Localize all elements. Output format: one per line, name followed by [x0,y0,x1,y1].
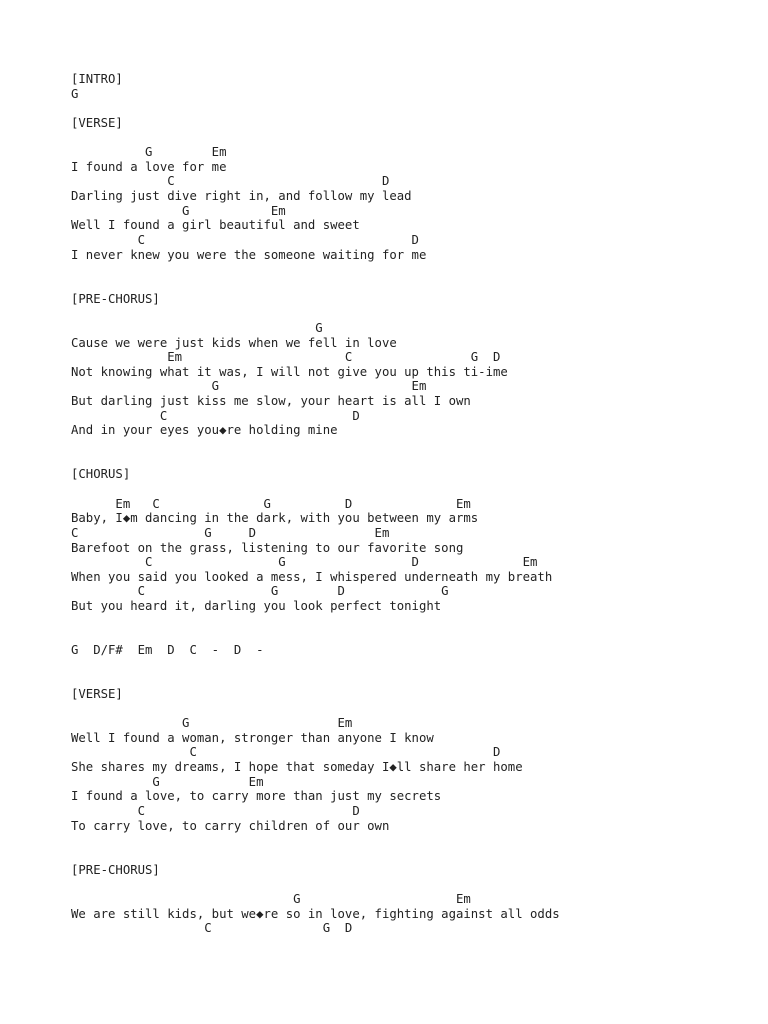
text-line: C D [71,804,360,819]
text-line: Darling just dive right in, and follow my lead [71,189,412,204]
text-line: I found a love for me [71,159,227,174]
text-line: But darling just kiss me slow, your heart is all I own [71,394,471,409]
text-line: [VERSE] [71,115,123,130]
text-line: Well I found a woman, stronger than anyone I know [71,730,434,745]
text-line [71,101,761,116]
text-line [71,482,761,497]
text-line: But you heard it, darling you look perfect tonight [71,599,442,614]
text-line: [CHORUS] [71,467,131,482]
text-line: G [71,320,323,335]
text-line: C G D Em [71,525,390,540]
text-line: Not knowing what it was, I will not give you up this ti-ime [71,364,508,379]
text-line: Em C G D [71,350,501,365]
text-line: G Em [71,379,427,394]
text-line: C G D G [71,584,449,599]
text-line: G Em [71,891,471,906]
text-line: G Em [71,145,227,160]
text-line: C D [71,408,360,423]
text-line [71,614,761,629]
text-line [71,131,761,146]
text-line [71,833,761,848]
text-line: G Em [71,716,353,731]
text-line: Cause we were just kids when we fell in love [71,335,397,350]
text-line: C D [71,745,501,760]
text-line: C D [71,233,419,248]
text-line: And in your eyes you◆re holding mine [71,423,338,438]
text-line [71,262,761,277]
text-line: [INTRO] [71,72,123,86]
text-line [71,848,761,863]
text-line: We are still kids, but we◆re so in love, fighting against all odds [71,906,560,921]
text-line: [PRE-CHORUS] [71,291,160,306]
text-line: Well I found a girl beautiful and sweet [71,218,360,233]
text-line: G Em [71,203,286,218]
text-line: Barefoot on the grass, listening to our favorite song [71,540,464,555]
text-line [71,672,761,687]
text-line [71,438,761,453]
text-line: G D/F# Em D C - D - [71,642,264,657]
text-line: C G D [71,921,353,936]
text-line: [PRE-CHORUS] [71,862,160,877]
text-line: [VERSE] [71,686,123,701]
text-line [71,453,761,468]
text-line [71,277,761,292]
text-line: Em C G D Em [71,496,471,511]
text-line: G Em [71,774,264,789]
text-line: C G D Em [71,555,538,570]
text-line: C D [71,174,390,189]
text-line: I found a love, to carry more than just my secrets [71,789,442,804]
text-line [71,877,761,892]
chord-sheet [71,72,761,936]
text-line: G [71,86,79,101]
text-line [71,702,761,717]
text-line: I never knew you were the someone waiting for me [71,247,427,262]
text-line [71,306,761,321]
text-line: To carry love, to carry children of our own [71,818,390,833]
text-line [71,658,761,673]
text-line: She shares my dreams, I hope that someday I◆ll share her home [71,760,523,775]
text-line [71,628,761,643]
text-line: When you said you looked a mess, I whispered underneath my breath [71,569,553,584]
text-line: Baby, I◆m dancing in the dark, with you between my arms [71,511,479,526]
